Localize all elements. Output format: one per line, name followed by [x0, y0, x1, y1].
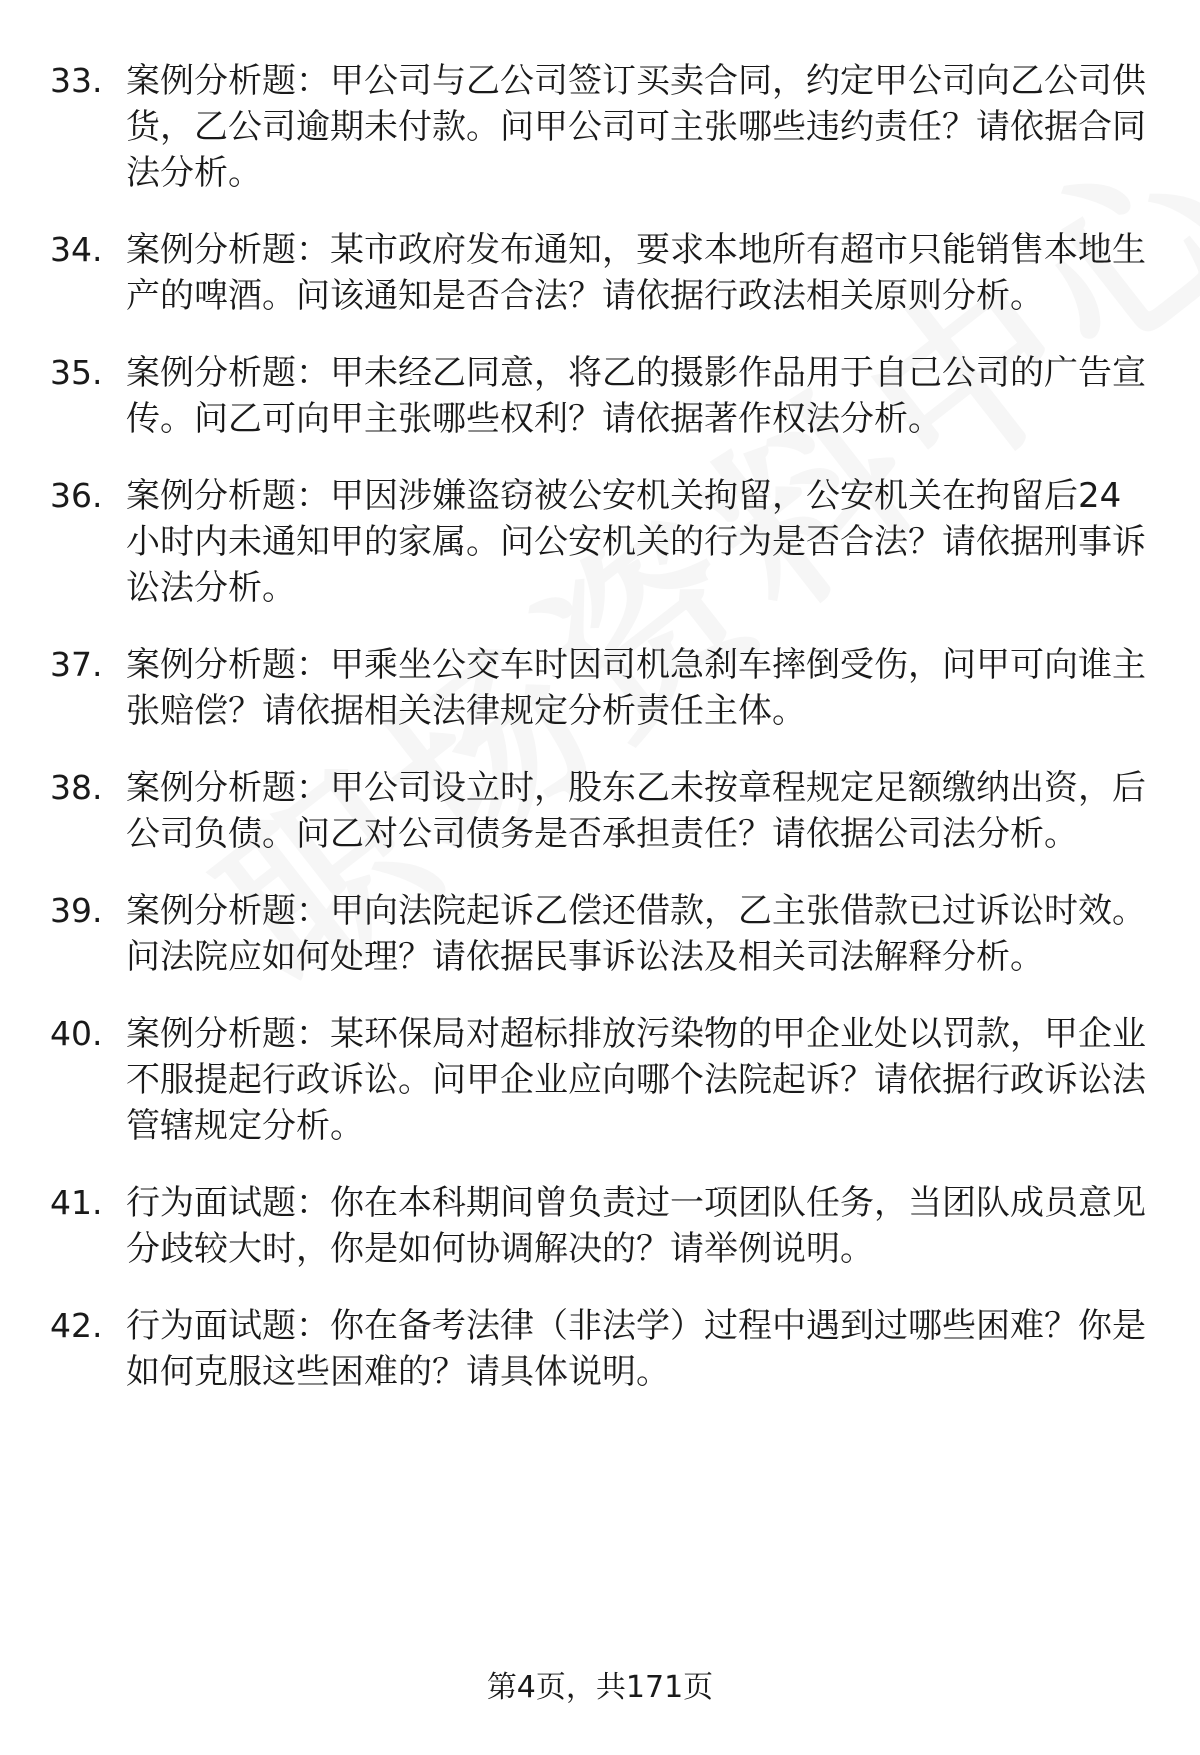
- question-text: 案例分析题：甲公司与乙公司签订买卖合同，约定甲公司向乙公司供货，乙公司逾期未付款。问甲公司可主张哪些违约责任？请依据合同法分析。: [126, 61, 1146, 193]
- question-item: [50, 58, 1150, 196]
- question-number: 36.: [50, 476, 103, 515]
- question-number: 34.: [50, 230, 103, 269]
- question-text: 行为面试题：你在备考法律（非法学）过程中遇到过哪些困难？你是如何克服这些困难的？请具体说明。: [126, 1306, 1146, 1392]
- question-text: 案例分析题：某市政府发布通知，要求本地所有超市只能销售本地生产的啤酒。问该通知是否合法？请依据行政法相关原则分析。: [126, 230, 1146, 316]
- question-text: 案例分析题：甲乘坐公交车时因司机急刹车摔倒受伤，问甲可向谁主张赔偿？请依据相关法律规定分析责任主体。: [126, 645, 1146, 731]
- question-number: 35.: [50, 353, 103, 392]
- question-text: 案例分析题：甲向法院起诉乙偿还借款，乙主张借款已过诉讼时效。问法院应如何处理？请依据民事诉讼法及相关司法解释分析。: [126, 891, 1146, 977]
- question-number: 37.: [50, 645, 103, 684]
- page-indicator: 第4页，共171页: [486, 1670, 714, 1705]
- question-item: [50, 473, 1150, 611]
- question-text: 案例分析题：甲因涉嫌盗窃被公安机关拘留，公安机关在拘留后24小时内未通知甲的家属。问公安机关的行为是否合法？请依据刑事诉讼法分析。: [126, 476, 1146, 608]
- question-item: [50, 765, 1150, 857]
- question-item: [50, 1303, 1150, 1395]
- question-item: [50, 642, 1150, 734]
- question-text: 案例分析题：甲公司设立时，股东乙未按章程规定足额缴纳出资，后公司负债。问乙对公司债务是否承担责任？请依据公司法分析。: [126, 768, 1146, 854]
- question-number: 38.: [50, 768, 103, 807]
- question-text: 案例分析题：甲未经乙同意，将乙的摄影作品用于自己公司的广告宣传。问乙可向甲主张哪些权利？请依据著作权法分析。: [126, 353, 1146, 439]
- question-number: 41.: [50, 1183, 103, 1222]
- question-item: [50, 227, 1150, 319]
- question-list: [50, 58, 1150, 1426]
- question-text: 行为面试题：你在本科期间曾负责过一项团队任务，当团队成员意见分歧较大时，你是如何协调解决的？请举例说明。: [126, 1183, 1146, 1269]
- question-item: [50, 888, 1150, 980]
- question-item: [50, 1180, 1150, 1272]
- question-item: [50, 350, 1150, 442]
- question-text: 案例分析题：某环保局对超标排放污染物的甲企业处以罚款，甲企业不服提起行政诉讼。问甲企业应向哪个法院起诉？请依据行政诉讼法管辖规定分析。: [126, 1014, 1146, 1146]
- question-number: 33.: [50, 61, 103, 100]
- question-number: 40.: [50, 1014, 103, 1053]
- question-number: 39.: [50, 891, 103, 930]
- question-number: 42.: [50, 1306, 103, 1345]
- question-item: [50, 1011, 1150, 1149]
